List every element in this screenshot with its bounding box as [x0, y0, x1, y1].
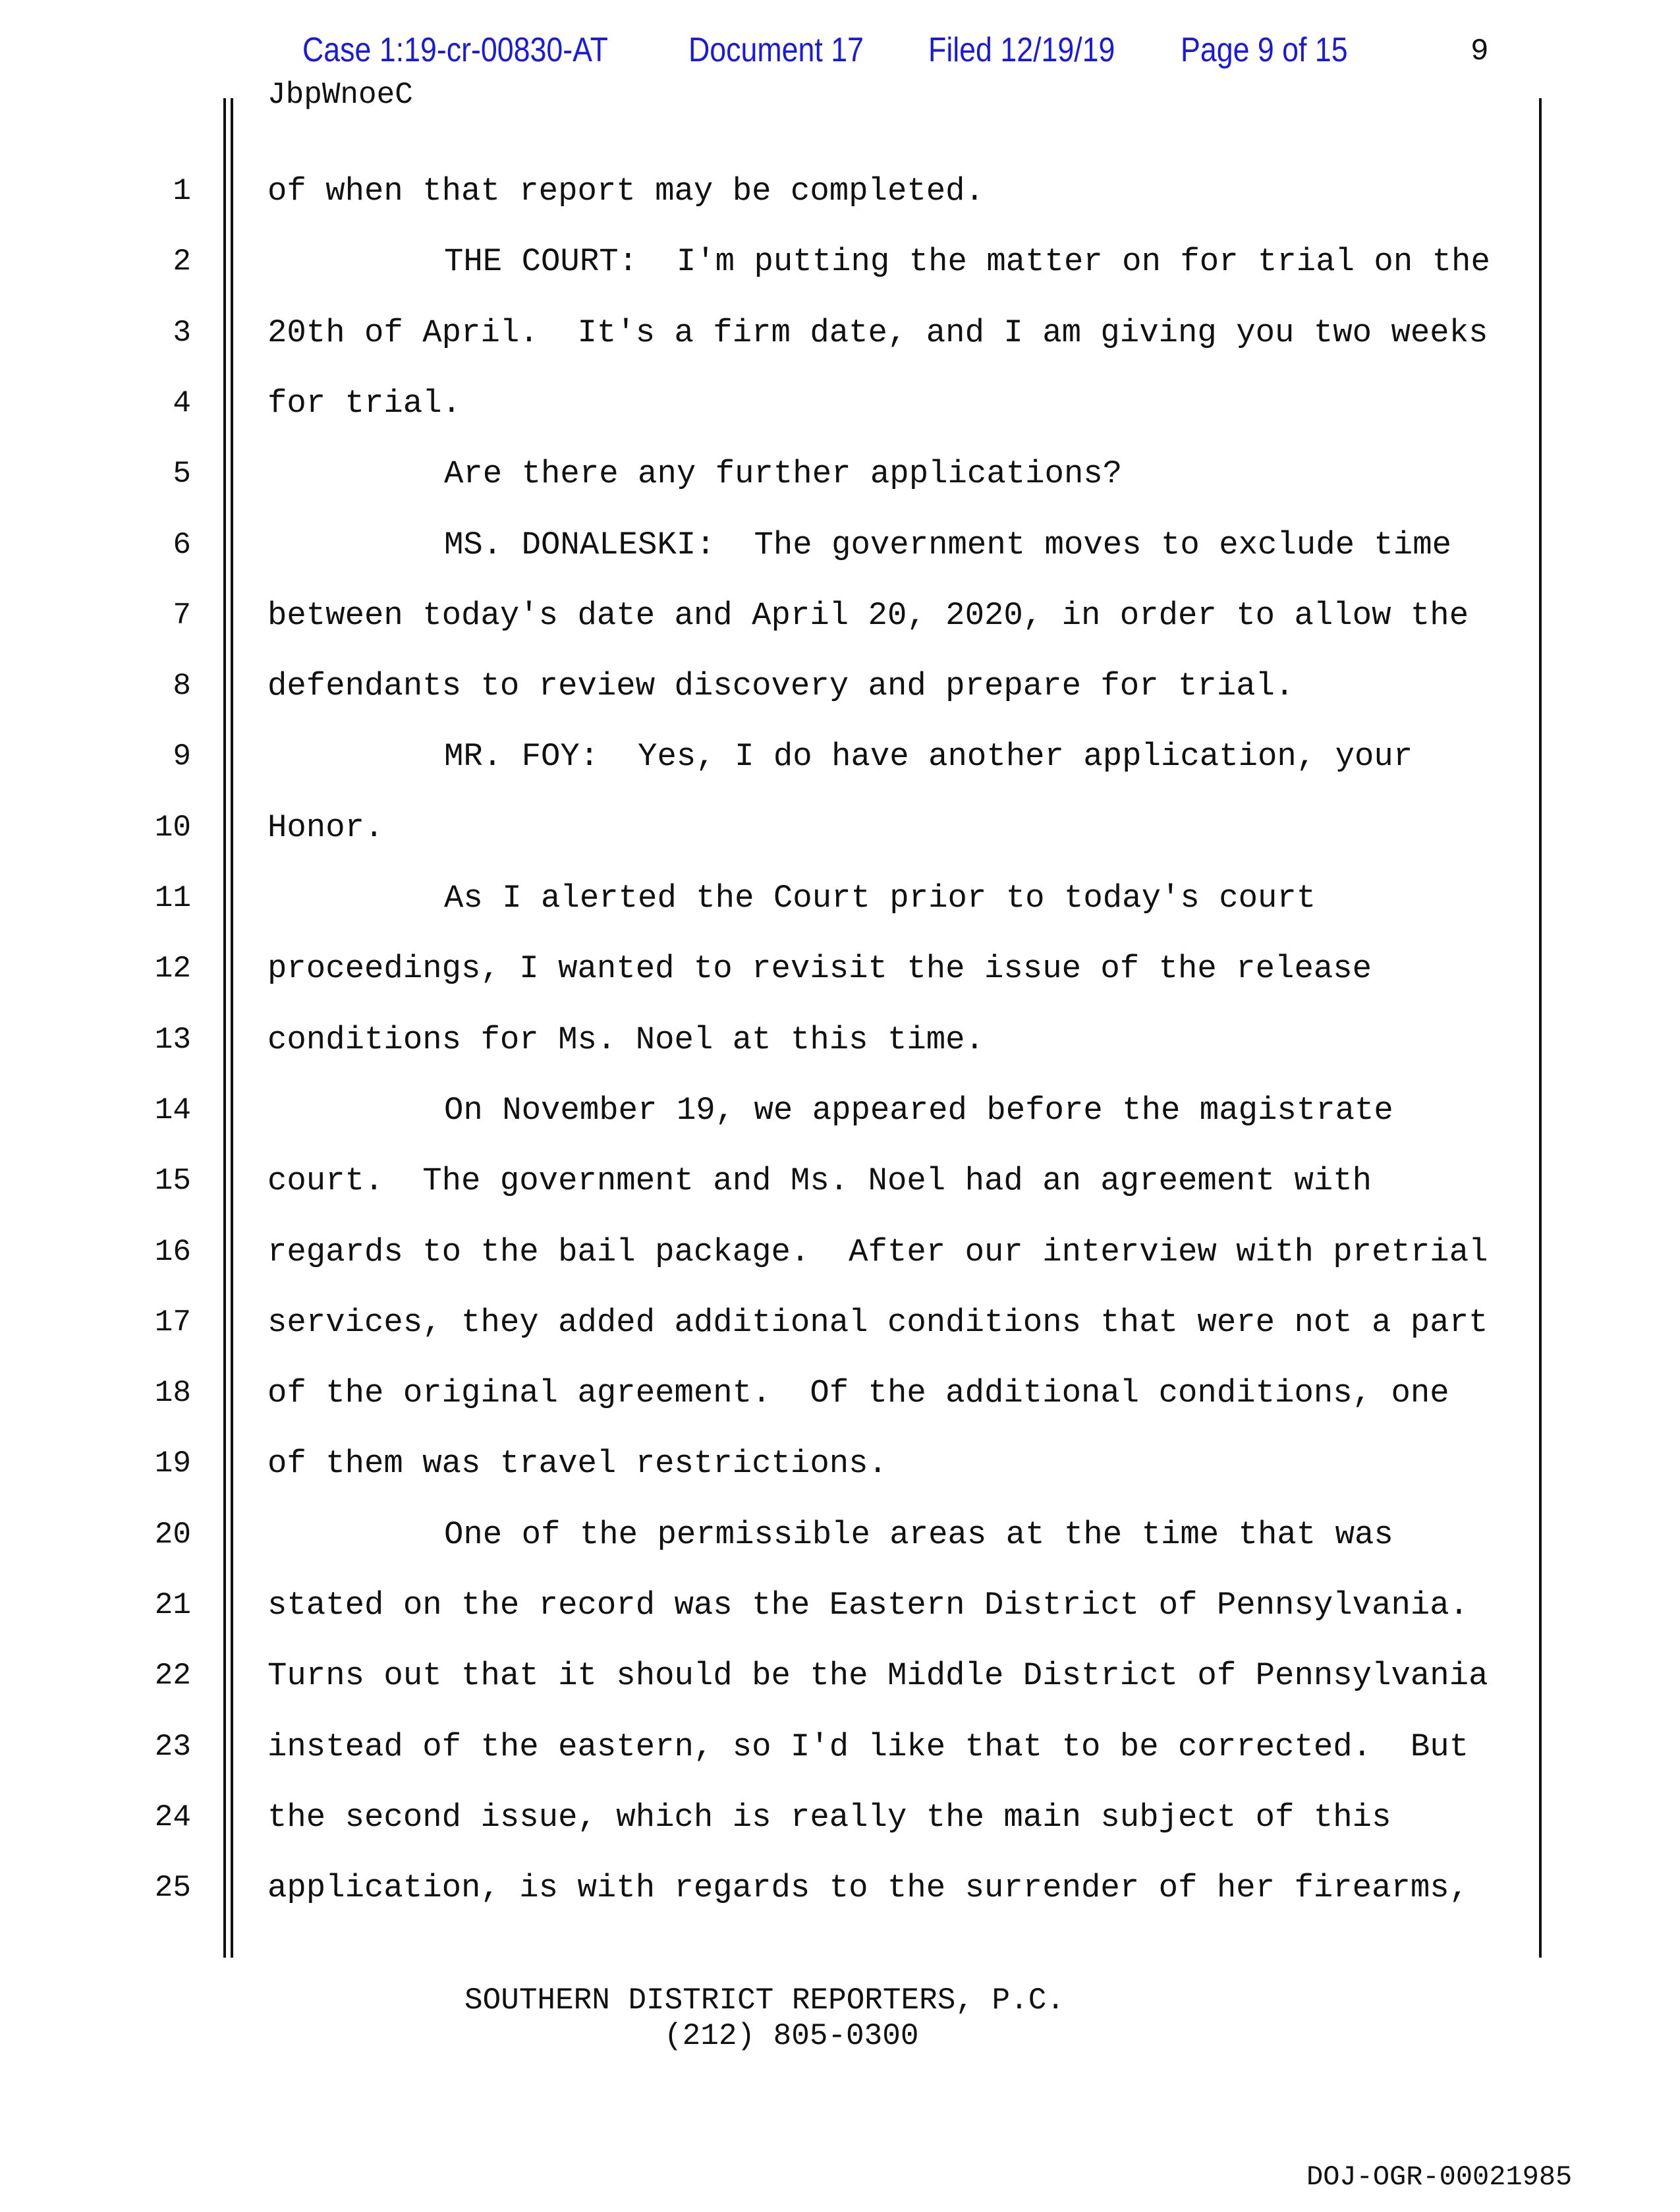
left-margin-rule-inner: [231, 98, 233, 1958]
transcript-line: services, they added additional conditions that were not a part: [267, 1303, 1488, 1341]
transcript-line: conditions for Ms. Noel at this time.: [267, 1021, 984, 1058]
case-number: Case 1:19-cr-00830-AT: [302, 31, 608, 69]
line-number: 14: [154, 1092, 191, 1127]
line-number: 17: [154, 1305, 191, 1340]
line-number: 6: [173, 527, 191, 562]
left-margin-rule: [223, 98, 226, 1958]
transcript-line: instead of the eastern, so I'd like that to be corrected. But: [267, 1728, 1469, 1765]
line-number: 23: [154, 1729, 191, 1764]
transcript-line: for trial.: [267, 384, 462, 422]
transcript-line: the second issue, which is really the main subject of this: [267, 1798, 1391, 1836]
transcript-line: On November 19, we appeared before the magistrate: [444, 1091, 1393, 1129]
transcript-line: of when that report may be completed.: [267, 173, 984, 210]
transcript-line: court. The government and Ms. Noel had an agreement with: [267, 1162, 1372, 1200]
line-number: 8: [173, 669, 191, 704]
line-number: 21: [154, 1588, 191, 1622]
transcript-line: Are there any further applications?: [444, 455, 1123, 493]
document-number: Document 17: [688, 31, 864, 69]
transcript-line: proceedings, I wanted to revisit the issue of the release: [267, 950, 1372, 988]
right-margin-rule: [1539, 98, 1542, 1958]
line-number: 18: [154, 1376, 191, 1411]
line-number: 5: [173, 457, 191, 492]
transcript-line: between today's date and April 20, 2020, in order to allow the: [267, 596, 1469, 634]
transcript-line: regards to the bail package. After our interview with pretrial: [267, 1233, 1488, 1270]
line-number: 3: [173, 315, 191, 350]
transcript-page-number: 9: [1470, 34, 1489, 69]
line-number: 7: [173, 598, 191, 633]
line-number: 13: [154, 1022, 191, 1057]
line-number: 1: [173, 174, 191, 208]
line-number: 2: [173, 244, 191, 279]
transcript-line: MS. DONALESKI: The government moves to exclude time: [444, 526, 1452, 563]
line-number: 12: [154, 951, 191, 986]
line-number: 24: [154, 1800, 191, 1834]
line-number: 20: [154, 1517, 191, 1552]
transcript-line: of the original agreement. Of the additional conditions, one: [267, 1375, 1449, 1412]
line-number: 19: [154, 1446, 191, 1481]
transcript-line: stated on the record was the Eastern District of Pennsylvania.: [267, 1587, 1469, 1624]
reporter-phone: (212) 805-0300: [664, 2019, 919, 2053]
transcript-line: defendants to review discovery and prepare for trial.: [267, 667, 1295, 705]
transcript-code: JbpWnoeC: [267, 78, 413, 112]
transcript-line: One of the permissible areas at the time that was: [444, 1516, 1393, 1553]
line-number: 15: [154, 1164, 191, 1199]
transcript-line: of them was travel restrictions.: [267, 1445, 887, 1483]
line-number: 16: [154, 1234, 191, 1269]
page-indicator: Page 9 of 15: [1181, 31, 1348, 69]
transcript-line: As I alerted the Court prior to today's court: [444, 880, 1316, 917]
line-number: 10: [154, 810, 191, 845]
line-number: 4: [173, 385, 191, 420]
line-number: 9: [173, 739, 191, 774]
line-number: 25: [154, 1871, 191, 1906]
line-number: 22: [154, 1659, 191, 1693]
reporter-name: SOUTHERN DISTRICT REPORTERS, P.C.: [464, 1983, 1065, 2018]
filed-date: Filed 12/19/19: [928, 31, 1115, 69]
transcript-line: 20th of April. It's a firm date, and I am giving you two weeks: [267, 314, 1488, 351]
line-number: 11: [154, 881, 191, 915]
transcript-line: MR. FOY: Yes, I do have another application, your: [444, 738, 1413, 776]
transcript-line: Honor.: [267, 808, 384, 846]
bates-number: DOJ-OGR-00021985: [1306, 2161, 1573, 2193]
transcript-line: THE COURT: I'm putting the matter on for trial on the: [444, 243, 1490, 281]
transcript-line: application, is with regards to the surrender of her firearms,: [267, 1869, 1469, 1907]
transcript-line: Turns out that it should be the Middle District of Pennsylvania: [267, 1657, 1488, 1695]
